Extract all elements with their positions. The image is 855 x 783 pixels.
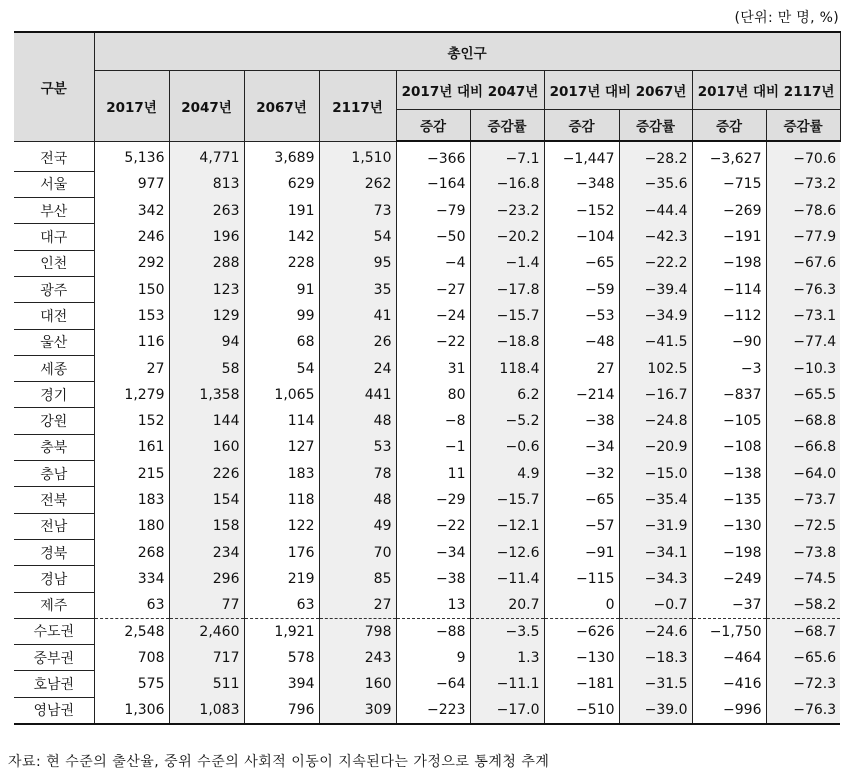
table-cell: −17.0	[470, 697, 544, 724]
table-cell: 196	[169, 224, 244, 250]
table-cell: −348	[544, 171, 619, 197]
region-label: 인천	[14, 250, 94, 276]
source-footnote: 자료: 현 수준의 출산율, 중위 수준의 사회적 이동이 지속된다는 가정으로 통계청 추계	[8, 754, 550, 770]
table-cell: −76.3	[766, 697, 840, 724]
table-cell: 226	[169, 461, 244, 487]
table-cell: 122	[244, 513, 319, 539]
table-body	[14, 141, 840, 724]
table-cell: −12.1	[470, 513, 544, 539]
table-cell: 243	[319, 645, 396, 671]
table-cell: 53	[319, 434, 396, 460]
table-cell: −1	[396, 434, 470, 460]
table-cell: −64.0	[766, 461, 840, 487]
table-row	[14, 250, 840, 276]
table-cell: −38	[396, 566, 470, 592]
table-cell: −996	[692, 697, 766, 724]
table-row	[14, 592, 840, 618]
table-cell: −464	[692, 645, 766, 671]
region-label: 대구	[14, 224, 94, 250]
table-cell: −31.5	[619, 671, 692, 697]
table-cell: 191	[244, 198, 319, 224]
table-row	[14, 539, 840, 565]
table-cell: −114	[692, 276, 766, 302]
region-label: 충북	[14, 434, 94, 460]
table-cell: 48	[319, 408, 396, 434]
table-cell: −50	[396, 224, 470, 250]
table-row	[14, 382, 840, 408]
table-row	[14, 487, 840, 513]
table-cell: 31	[396, 355, 470, 381]
table-cell: −72.5	[766, 513, 840, 539]
table-cell: 80	[396, 382, 470, 408]
table-cell: −90	[692, 329, 766, 355]
table-cell: −12.6	[470, 539, 544, 565]
table-cell: −68.8	[766, 408, 840, 434]
table-cell: −0.7	[619, 592, 692, 618]
header-total-population: 총인구	[94, 32, 840, 71]
table-cell: −17.8	[470, 276, 544, 302]
table-row	[14, 434, 840, 460]
table-cell: −138	[692, 461, 766, 487]
table-cell: −65	[544, 250, 619, 276]
table-cell: −67.6	[766, 250, 840, 276]
header-year-2017: 2017년	[94, 71, 169, 142]
table-cell: −77.9	[766, 224, 840, 250]
table-cell: 11	[396, 461, 470, 487]
header-change-rate: 증감률	[766, 110, 840, 142]
table-cell: 160	[169, 434, 244, 460]
table-cell: 85	[319, 566, 396, 592]
table-cell: 2,548	[94, 618, 169, 644]
table-cell: 292	[94, 250, 169, 276]
table-cell: −37	[692, 592, 766, 618]
population-projection-table	[14, 31, 841, 725]
table-cell: −65.5	[766, 382, 840, 408]
table-cell: 334	[94, 566, 169, 592]
table-cell: 102.5	[619, 355, 692, 381]
table-cell: 798	[319, 618, 396, 644]
table-row	[14, 618, 840, 644]
table-cell: 1,083	[169, 697, 244, 724]
table-cell: −24.8	[619, 408, 692, 434]
table-cell: −249	[692, 566, 766, 592]
table-cell: 176	[244, 539, 319, 565]
table-cell: 123	[169, 276, 244, 302]
header-compare-2117: 2017년 대비 2117년	[692, 71, 840, 110]
table-cell: 91	[244, 276, 319, 302]
table-cell: 578	[244, 645, 319, 671]
region-label: 대전	[14, 303, 94, 329]
table-cell: −8	[396, 408, 470, 434]
table-cell: −48	[544, 329, 619, 355]
table-cell: 144	[169, 408, 244, 434]
table-cell: −7.1	[470, 141, 544, 171]
table-cell: −11.1	[470, 671, 544, 697]
table-cell: 142	[244, 224, 319, 250]
table-cell: −32	[544, 461, 619, 487]
table-row	[14, 513, 840, 539]
table-cell: 49	[319, 513, 396, 539]
table-cell: −34.1	[619, 539, 692, 565]
table-cell: −44.4	[619, 198, 692, 224]
table-cell: 262	[319, 171, 396, 197]
table-row	[14, 329, 840, 355]
table-cell: 219	[244, 566, 319, 592]
table-row	[14, 224, 840, 250]
header-change: 증감	[544, 110, 619, 142]
table-cell: 24	[319, 355, 396, 381]
table-cell: 26	[319, 329, 396, 355]
table-cell: 58	[169, 355, 244, 381]
table-cell: −20.9	[619, 434, 692, 460]
table-cell: 27	[319, 592, 396, 618]
table-cell: −152	[544, 198, 619, 224]
table-cell: 9	[396, 645, 470, 671]
header-change: 증감	[396, 110, 470, 142]
table-cell: 35	[319, 276, 396, 302]
table-cell: 977	[94, 171, 169, 197]
table-cell: 27	[544, 355, 619, 381]
table-cell: 511	[169, 671, 244, 697]
table-cell: 114	[244, 408, 319, 434]
table-cell: 27	[94, 355, 169, 381]
table-cell: −10.3	[766, 355, 840, 381]
table-cell: −115	[544, 566, 619, 592]
region-label: 전국	[14, 141, 94, 171]
header-change: 증감	[692, 110, 766, 142]
table-cell: −164	[396, 171, 470, 197]
table-cell: 48	[319, 487, 396, 513]
table-cell: 2,460	[169, 618, 244, 644]
table-cell: 228	[244, 250, 319, 276]
region-label: 수도권	[14, 618, 94, 644]
table-cell: 1,279	[94, 382, 169, 408]
table-cell: −73.7	[766, 487, 840, 513]
table-cell: −416	[692, 671, 766, 697]
table-row	[14, 566, 840, 592]
header-year-2117: 2117년	[319, 71, 396, 142]
table-cell: −837	[692, 382, 766, 408]
table-cell: 77	[169, 592, 244, 618]
table-cell: −34	[396, 539, 470, 565]
table-cell: −135	[692, 487, 766, 513]
table-cell: −20.2	[470, 224, 544, 250]
table-row	[14, 198, 840, 224]
region-label: 충남	[14, 461, 94, 487]
table-row	[14, 408, 840, 434]
table-cell: −15.7	[470, 303, 544, 329]
table-cell: 73	[319, 198, 396, 224]
table-cell: −130	[692, 513, 766, 539]
region-label: 경남	[14, 566, 94, 592]
table-cell: −0.6	[470, 434, 544, 460]
table-cell: −24	[396, 303, 470, 329]
table-cell: 708	[94, 645, 169, 671]
table-cell: 1,358	[169, 382, 244, 408]
table-cell: −79	[396, 198, 470, 224]
table-cell: −130	[544, 645, 619, 671]
table-cell: −112	[692, 303, 766, 329]
table-cell: −11.4	[470, 566, 544, 592]
region-label: 울산	[14, 329, 94, 355]
table-cell: −77.4	[766, 329, 840, 355]
region-label: 호남권	[14, 671, 94, 697]
table-row	[14, 355, 840, 381]
table-cell: 441	[319, 382, 396, 408]
table-cell: −68.7	[766, 618, 840, 644]
table-cell: −18.8	[470, 329, 544, 355]
region-label: 경기	[14, 382, 94, 408]
table-cell: −22	[396, 329, 470, 355]
table-cell: 63	[94, 592, 169, 618]
table-cell: 575	[94, 671, 169, 697]
table-cell: 296	[169, 566, 244, 592]
table-cell: −39.4	[619, 276, 692, 302]
table-cell: −1,447	[544, 141, 619, 171]
table-row	[14, 276, 840, 302]
table-cell: 95	[319, 250, 396, 276]
table-cell: −34	[544, 434, 619, 460]
table-cell: −42.3	[619, 224, 692, 250]
table-cell: 158	[169, 513, 244, 539]
region-label: 영남권	[14, 697, 94, 724]
table-cell: −74.5	[766, 566, 840, 592]
table-cell: −38	[544, 408, 619, 434]
table-cell: −66.8	[766, 434, 840, 460]
table-cell: 5,136	[94, 141, 169, 171]
unit-note: (단위: 만 명, %)	[734, 10, 839, 26]
table-cell: −198	[692, 539, 766, 565]
table-cell: −715	[692, 171, 766, 197]
table-cell: 813	[169, 171, 244, 197]
table-row	[14, 645, 840, 671]
table-cell: −22.2	[619, 250, 692, 276]
table-cell: −191	[692, 224, 766, 250]
table-cell: 717	[169, 645, 244, 671]
table-cell: −1,750	[692, 618, 766, 644]
table-cell: 13	[396, 592, 470, 618]
table-cell: −105	[692, 408, 766, 434]
table-cell: −72.3	[766, 671, 840, 697]
table-cell: −58.2	[766, 592, 840, 618]
table-cell: 20.7	[470, 592, 544, 618]
table-cell: 161	[94, 434, 169, 460]
region-label: 전남	[14, 513, 94, 539]
table-cell: −35.4	[619, 487, 692, 513]
table-row	[14, 303, 840, 329]
table-cell: −214	[544, 382, 619, 408]
table-cell: 234	[169, 539, 244, 565]
table-cell: 70	[319, 539, 396, 565]
table-row	[14, 697, 840, 724]
region-label: 경북	[14, 539, 94, 565]
table-cell: 4,771	[169, 141, 244, 171]
table-cell: 63	[244, 592, 319, 618]
table-cell: −198	[692, 250, 766, 276]
table-cell: −34.9	[619, 303, 692, 329]
table-cell: −34.3	[619, 566, 692, 592]
table-cell: −27	[396, 276, 470, 302]
table-cell: 54	[244, 355, 319, 381]
table-cell: −76.3	[766, 276, 840, 302]
table-cell: 154	[169, 487, 244, 513]
table-cell: 118.4	[470, 355, 544, 381]
table-cell: 54	[319, 224, 396, 250]
header-change-rate: 증감률	[619, 110, 692, 142]
table-cell: −35.6	[619, 171, 692, 197]
table-cell: −65.6	[766, 645, 840, 671]
table-cell: −181	[544, 671, 619, 697]
table-cell: −16.7	[619, 382, 692, 408]
table-cell: 1,306	[94, 697, 169, 724]
table-cell: −3	[692, 355, 766, 381]
table-header	[14, 32, 840, 141]
table-cell: −73.2	[766, 171, 840, 197]
header-year-2067: 2067년	[244, 71, 319, 142]
table-cell: 263	[169, 198, 244, 224]
table-cell: 129	[169, 303, 244, 329]
table-cell: −1.4	[470, 250, 544, 276]
table-cell: 116	[94, 329, 169, 355]
region-label: 제주	[14, 592, 94, 618]
table-cell: −22	[396, 513, 470, 539]
table-cell: 41	[319, 303, 396, 329]
table-cell: 127	[244, 434, 319, 460]
header-change-rate: 증감률	[470, 110, 544, 142]
table-cell: 150	[94, 276, 169, 302]
table-cell: −626	[544, 618, 619, 644]
table-cell: 288	[169, 250, 244, 276]
table-cell: 3,689	[244, 141, 319, 171]
table-cell: 6.2	[470, 382, 544, 408]
table-cell: 394	[244, 671, 319, 697]
table-cell: −3.5	[470, 618, 544, 644]
table-row	[14, 671, 840, 697]
table-cell: −57	[544, 513, 619, 539]
table-cell: 94	[169, 329, 244, 355]
table-cell: −64	[396, 671, 470, 697]
table-cell: −41.5	[619, 329, 692, 355]
table-row	[14, 461, 840, 487]
table-cell: −3,627	[692, 141, 766, 171]
region-label: 강원	[14, 408, 94, 434]
table-cell: 796	[244, 697, 319, 724]
table-cell: −88	[396, 618, 470, 644]
header-year-2047: 2047년	[169, 71, 244, 142]
table-cell: −78.6	[766, 198, 840, 224]
table-cell: −70.6	[766, 141, 840, 171]
table-cell: −18.3	[619, 645, 692, 671]
table-cell: 183	[244, 461, 319, 487]
table-cell: 309	[319, 697, 396, 724]
table-cell: −5.2	[470, 408, 544, 434]
table-cell: −28.2	[619, 141, 692, 171]
table-cell: −53	[544, 303, 619, 329]
table-cell: 246	[94, 224, 169, 250]
table-cell: −91	[544, 539, 619, 565]
table-cell: 118	[244, 487, 319, 513]
table-cell: 153	[94, 303, 169, 329]
table-row	[14, 141, 840, 171]
table-cell: 152	[94, 408, 169, 434]
table-cell: 0	[544, 592, 619, 618]
table-cell: −108	[692, 434, 766, 460]
table-cell: −59	[544, 276, 619, 302]
table-cell: −223	[396, 697, 470, 724]
table-cell: 1,065	[244, 382, 319, 408]
table-cell: 1,510	[319, 141, 396, 171]
table-cell: 215	[94, 461, 169, 487]
header-category: 구분	[14, 32, 94, 141]
table-cell: −15.7	[470, 487, 544, 513]
table-cell: 342	[94, 198, 169, 224]
table-cell: −73.8	[766, 539, 840, 565]
table-cell: 629	[244, 171, 319, 197]
table-row	[14, 171, 840, 197]
table-cell: −16.8	[470, 171, 544, 197]
table-cell: −269	[692, 198, 766, 224]
table-cell: 99	[244, 303, 319, 329]
region-label: 광주	[14, 276, 94, 302]
table-cell: −39.0	[619, 697, 692, 724]
table-cell: 160	[319, 671, 396, 697]
header-compare-2067: 2017년 대비 2067년	[544, 71, 692, 110]
table-cell: −510	[544, 697, 619, 724]
table-cell: 268	[94, 539, 169, 565]
table-cell: 1,921	[244, 618, 319, 644]
table-cell: 183	[94, 487, 169, 513]
table-cell: −104	[544, 224, 619, 250]
table-cell: −4	[396, 250, 470, 276]
region-label: 세종	[14, 355, 94, 381]
table-cell: 180	[94, 513, 169, 539]
region-label: 전북	[14, 487, 94, 513]
table-cell: −73.1	[766, 303, 840, 329]
table-cell: 68	[244, 329, 319, 355]
region-label: 부산	[14, 198, 94, 224]
region-label: 서울	[14, 171, 94, 197]
table-cell: −23.2	[470, 198, 544, 224]
table-cell: 78	[319, 461, 396, 487]
table-cell: −24.6	[619, 618, 692, 644]
table-cell: 4.9	[470, 461, 544, 487]
header-compare-2047: 2017년 대비 2047년	[396, 71, 544, 110]
table-cell: −65	[544, 487, 619, 513]
table-cell: 1.3	[470, 645, 544, 671]
table-cell: −29	[396, 487, 470, 513]
region-label: 중부권	[14, 645, 94, 671]
table-cell: −366	[396, 141, 470, 171]
table-cell: −15.0	[619, 461, 692, 487]
table-cell: −31.9	[619, 513, 692, 539]
